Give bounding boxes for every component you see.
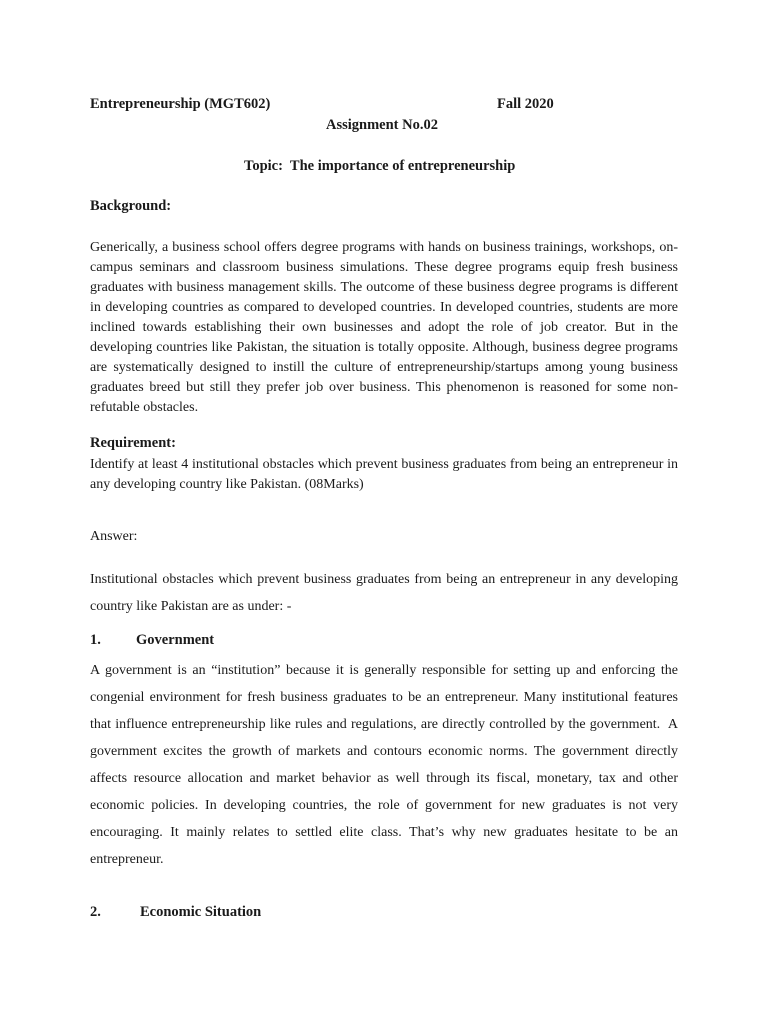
section-2-title: Economic Situation [140, 904, 262, 920]
requirement-paragraph: Identify at least 4 institutional obstacles which prevent business graduates from being an entrepreneur in any developing country like Pakistan. (08Marks) [90, 457, 678, 492]
section-2-number: 2. [90, 904, 101, 920]
section-1-number: 1. [90, 632, 101, 648]
background-heading: Background: [90, 198, 172, 214]
section-1-title: Government [136, 632, 215, 648]
topic-line: Topic: The importance of entrepreneurship [244, 158, 516, 174]
term-label: Fall 2020 [497, 96, 554, 112]
answer-intro: Institutional obstacles which prevent business graduates from being an entrepreneur in any developing country like Pakistan are as under: - [90, 572, 678, 614]
background-paragraph: Generically, a business school offers degree programs with hands on business trainings, workshops, on-campus seminars and classroom business simulations. These degree programs equip fresh business graduates with business management skills. The outcome of these business degree programs is different in developing countries as compared to developed countries. In developed countries, students are more inclined towards establishing their own businesses and adopt the role of job creator. But in the developing countries like Pakistan, the situation is totally opposite. Although, business degree programs are systematically designed to instill the culture of entrepreneurship/startups among young business graduates breed but still they prefer job over business. This phenomenon is reasoned for some non-refutable obstacles. [90, 240, 678, 415]
section-1-paragraph: A government is an “institution” because it is generally responsible for setting up and enforcing the congenial environment for fresh business graduates to be an entrepreneur. Many institutional features that influence entrepreneurship like rules and regulations, are directly controlled by the government. A government excites the growth of markets and contours economic norms. The government directly affects resource allocation and market behavior as well through its fiscal, monetary, tax and other economic policies. In developing countries, the role of government for new graduates is not very encouraging. It mainly relates to settled elite class. That’s why new graduates hesitate to be an entrepreneur. [90, 663, 682, 867]
assignment-title: Assignment No.02 [326, 117, 438, 133]
answer-label: Answer: [90, 529, 138, 544]
requirement-heading: Requirement: [90, 435, 176, 451]
course-title: Entrepreneurship (MGT602) [90, 96, 271, 112]
